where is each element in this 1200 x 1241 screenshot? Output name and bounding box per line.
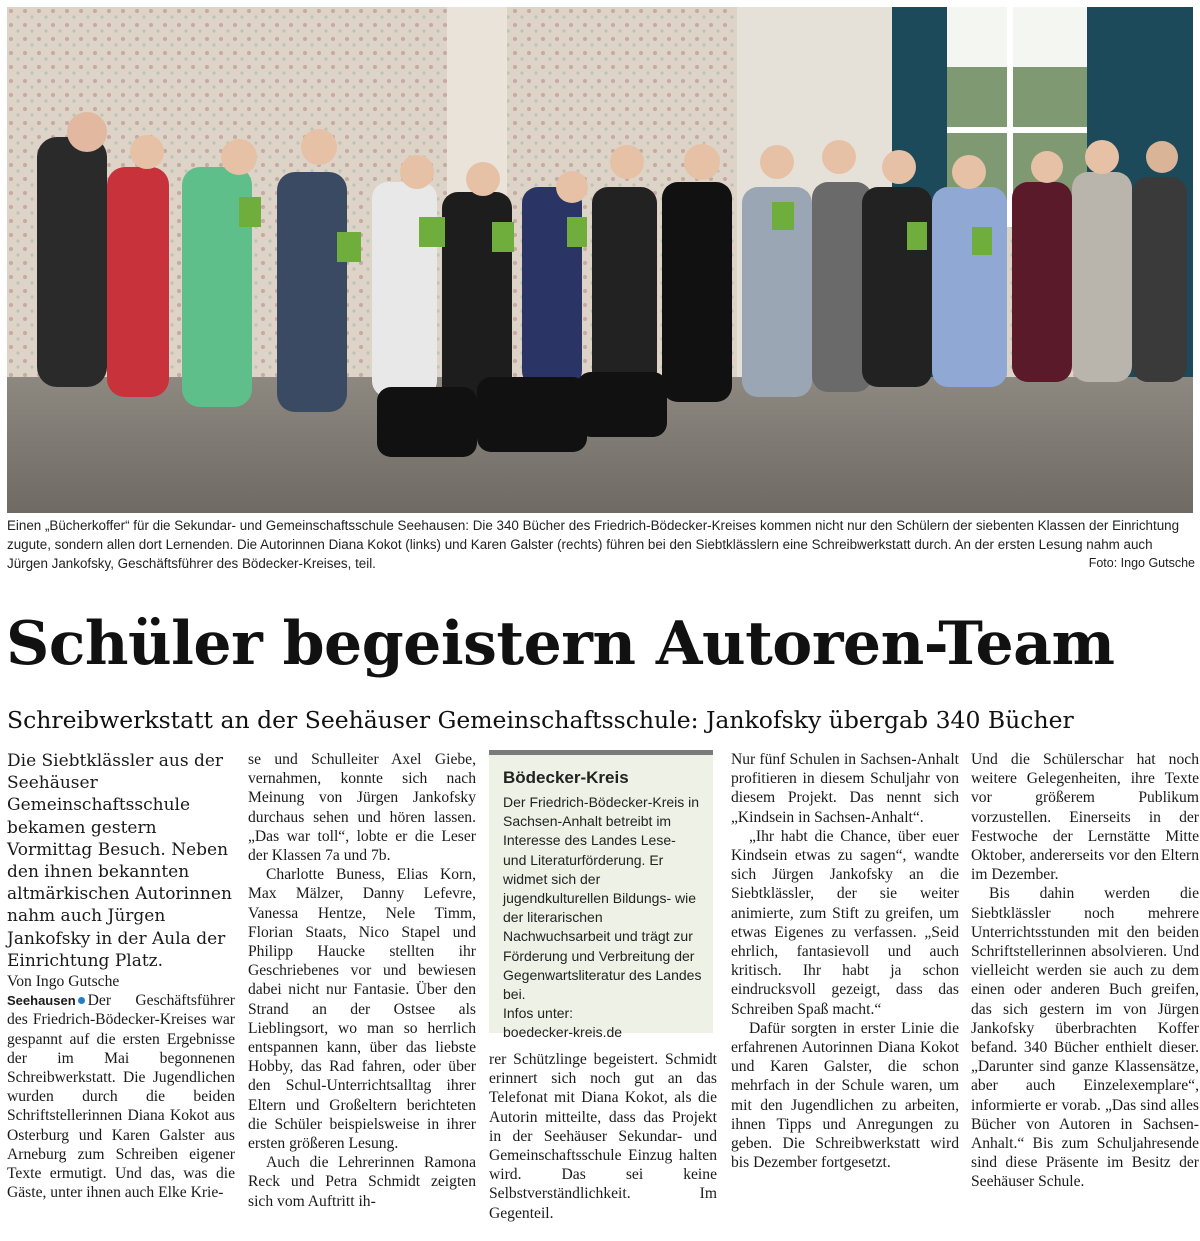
article-col5-p2: Bis dahin werden die Siebtklässler noch mehrere Unterrichtsstunden mit den beiden Schriftstellerinnen absolvieren. Und vielleicht werden sie auch zu dem einen oder anderen Buch greifen, das sich gestern im von Jürgen Jankofsky überbrachten Koffer befand. 340 Bücher enthielt dieser. „Darunter sind ganze Klassensätze, aber auch Einzelexemplare“, informierte er vorab. „Das sind alles Bücher von Autoren in Sachsen-Anhalt.“ Bis zum Schuljahresende sind diese Präsente im Besitz der Seehäuser Schule. [971, 885, 1199, 1191]
caption-text: Einen „Bücherkoffer“ für die Sekundar- und Gemeinschaftsschule Seehausen: Die 340 Bücher des Friedrich-Bödecker-Kreises kommen nicht nur den Schülern der siebenten Klassen der Einrichtung zugute, sondern allen dort Lernenden. Die Autorinnen Diana Kokot (links) und Karen Galster (rechts) führen bei den Siebtklässlern eine Schreibwerkstatt durch. An der ersten Lesung nahm auch Jürgen Jankofsky, Geschäftsführer des Bödecker-Kreises, teil. [7, 518, 1180, 571]
article-col3-p1: rer Schützlinge begeistert. Schmidt erinnert sich noch gut an das Telefonat mit Diana Kokot, als die Autorin mitteilte, dass das Projekt in der Seehäuser Sekundar- und Gemeinschaftsschule Einzug halten wird. Das sei keine Selbstverständlichkeit. Im Gegenteil. [489, 1051, 717, 1222]
photo-caption [7, 516, 1195, 573]
article-col2-p3: Auch die Lehrerinnen Ramona Reck und Petra Schmidt zeigten sich vom Auftritt ih- [248, 1154, 476, 1210]
article-col4-p3: Dafür sorgten in erster Linie die erfahrenen Autorinnen Diana Kokot und Karen Galster, die schon mehrfach in der Schule waren, um mit den Jugendlichen zu arbeiten, ihnen Tipps und Anregungen zu geben. Die Schreibwerkstatt wird bis Dezember fortgesetzt. [731, 1019, 959, 1172]
info-box-title: Bödecker-Kreis [503, 768, 629, 787]
headline: Schüler begeistern Autoren-Team [6, 609, 1115, 679]
dateline: Seehausen [7, 993, 76, 1009]
photo-credit: Foto: Ingo Gutsche [1088, 556, 1195, 570]
article-column-1 [7, 750, 235, 1202]
article-column-3 [489, 1050, 717, 1223]
group-photo [7, 7, 1193, 513]
info-box [489, 750, 713, 1041]
article-col2-p2: Charlotte Buness, Elias Korn, Max Mälzer, Danny Lefevre, Vanessa Hentze, Nele Timm, Florian Staats, Nico Stapel und Philipp Haucke stellten ihr Geschriebenes vor und bewiesen dabei nicht nur Fantasie. Über den Strand an der Ostsee als Lieblingsort, wo man so herrlich entspannen kann, über das liebste Hobby, das Rad fahren, oder über den Schul-Unterrichtsalltag ihrer Eltern und Großeltern berichteten die Schüler beispielsweise in ihrer ersten größeren Lesung. [248, 866, 476, 1153]
article-column-4 [731, 750, 959, 1172]
article-col4-p2: „Ihr habt die Chance, über euer Kindsein etwas zu sagen“, wandte sich Jürgen Jankofsky an die Siebtklässler, der sie weiter animierte, zum Stift zu greifen, um etwas Eigenes zu verfassen. „Seid ehrlich, fantasievoll und auch kritisch. Ihr habt ja schon eindrucksvoll gezeigt, dass das Schreiben Spaß macht.“ [731, 827, 959, 1018]
article-column-2 [248, 750, 476, 1211]
article-col2-p1: se und Schulleiter Axel Giebe, vernahmen, konnte sich nach Meinung von Jürgen Jankofsky durchaus sehen und hören lassen. „Das war toll“, lobte er die Leser der Klassen 7a und 7b. [248, 751, 476, 865]
group-photo-illustration [7, 7, 1193, 513]
article-col1-text: Der Geschäftsführer des Friedrich-Bödecker-Kreises war gespannt auf die ersten Ergebnisse der im Mai begonnenen Schreibwerkstatt. Die Jugendlichen wurden durch die beiden Schriftstellerinnen Diana Kokot aus Osterburg und Karen Galster aus Arneburg zum Schreiben eigener Texte ermutigt. Und das, was die Gäste, unter ihnen auch Elke Krie- [7, 992, 235, 1202]
article-col5-p1: Und die Schülerschar hat noch weitere Gelegenheiten, ihre Texte vor größerem Publikum vorzustellen. Einerseits in der Festwoche der Lernstätte Mitte Oktober, andererseits vor den Eltern im Dezember. [971, 751, 1199, 884]
article-lead: Die Siebtklässler aus der Seehäuser Gemeinschaftsschule bekamen gestern Vormittag Besuch. Neben den ihnen bekannten altmärkischen Autorinnen nahm auch Jürgen Jankofsky in der Aula der Einrichtung Platz. [7, 751, 232, 971]
info-box-body: Der Friedrich-Bödecker-Kreis in Sachsen-Anhalt betreibt im Interesse des Landes Lese- und Literaturförderung. Er widmet sich der jugendkulturellen Bildungs- wie der literarischen Nachwuchsarbeit und trägt zur Förderung und Verbreitung der Gegenwartsliteratur des Landes bei. [503, 794, 702, 1003]
article-col4-p1: Nur fünf Schulen in Sachsen-Anhalt profitieren in diesem Schuljahr von diesem Projekt. Das nennt sich „Kindsein in Sachsen-Anhalt“. [731, 751, 959, 826]
info-box-label: Infos unter: [503, 1005, 574, 1022]
info-box-link[interactable]: boedecker-kreis.de [503, 1024, 623, 1041]
article-body-1 [7, 991, 235, 1202]
dateline-dot-icon [78, 997, 85, 1004]
article-column-5 [971, 750, 1199, 1192]
subheadline: Schreibwerkstatt an der Seehäuser Gemeinschaftsschule: Jankofsky übergab 340 Bücher [7, 706, 1074, 734]
article-byline: Von Ingo Gutsche [7, 973, 120, 991]
